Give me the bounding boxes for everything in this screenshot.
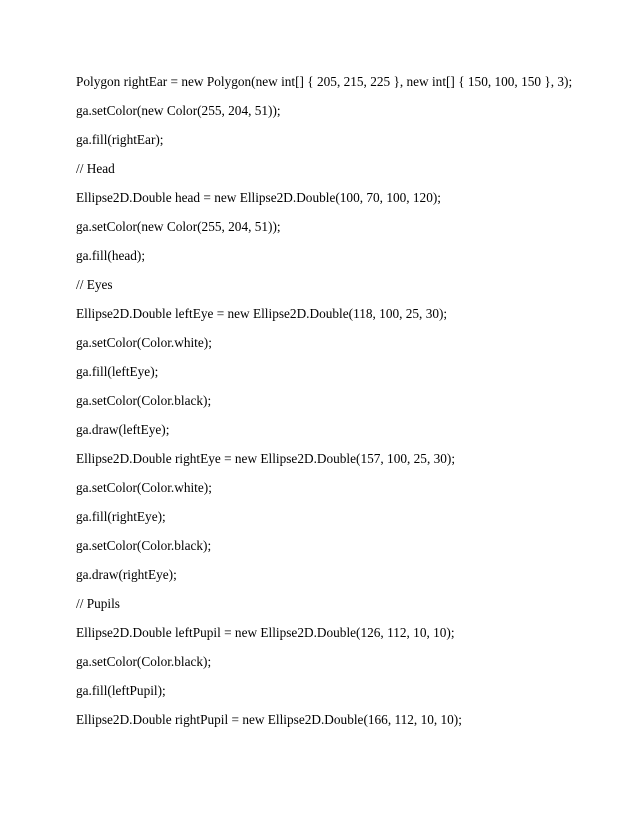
code-line: ga.fill(rightEar); xyxy=(76,132,164,147)
code-line: ga.fill(leftEye); xyxy=(76,364,159,379)
code-line: ga.draw(rightEye); xyxy=(76,567,177,582)
code-line: ga.setColor(Color.black); xyxy=(76,393,212,408)
code-line: ga.setColor(Color.white); xyxy=(76,480,212,495)
code-line: ga.setColor(Color.white); xyxy=(76,335,212,350)
code-line: Ellipse2D.Double leftEye = new Ellipse2D.Double(118, 100, 25, 30); xyxy=(76,306,448,321)
code-line: ga.setColor(new Color(255, 204, 51)); xyxy=(76,103,281,118)
comment-line: // Head xyxy=(76,161,115,176)
code-line: ga.fill(rightEye); xyxy=(76,509,166,524)
code-line: ga.setColor(Color.black); xyxy=(76,654,212,669)
code-line: Ellipse2D.Double rightPupil = new Ellipse2D.Double(166, 112, 10, 10); xyxy=(76,712,462,727)
code-line: Polygon rightEar = new Polygon(new int[] { 205, 215, 225 }, new int[] { 150, 100, 150 }, 3); xyxy=(76,74,573,89)
code-line: Ellipse2D.Double leftPupil = new Ellipse2D.Double(126, 112, 10, 10); xyxy=(76,625,455,640)
code-listing xyxy=(76,73,626,740)
code-line: ga.draw(leftEye); xyxy=(76,422,170,437)
code-line: Ellipse2D.Double rightEye = new Ellipse2D.Double(157, 100, 25, 30); xyxy=(76,451,456,466)
code-line: ga.setColor(Color.black); xyxy=(76,538,212,553)
code-line: ga.setColor(new Color(255, 204, 51)); xyxy=(76,219,281,234)
comment-line: // Pupils xyxy=(76,596,120,611)
comment-line: // Eyes xyxy=(76,277,113,292)
code-line: ga.fill(head); xyxy=(76,248,146,263)
code-line: ga.fill(leftPupil); xyxy=(76,683,166,698)
code-line: Ellipse2D.Double head = new Ellipse2D.Double(100, 70, 100, 120); xyxy=(76,190,441,205)
